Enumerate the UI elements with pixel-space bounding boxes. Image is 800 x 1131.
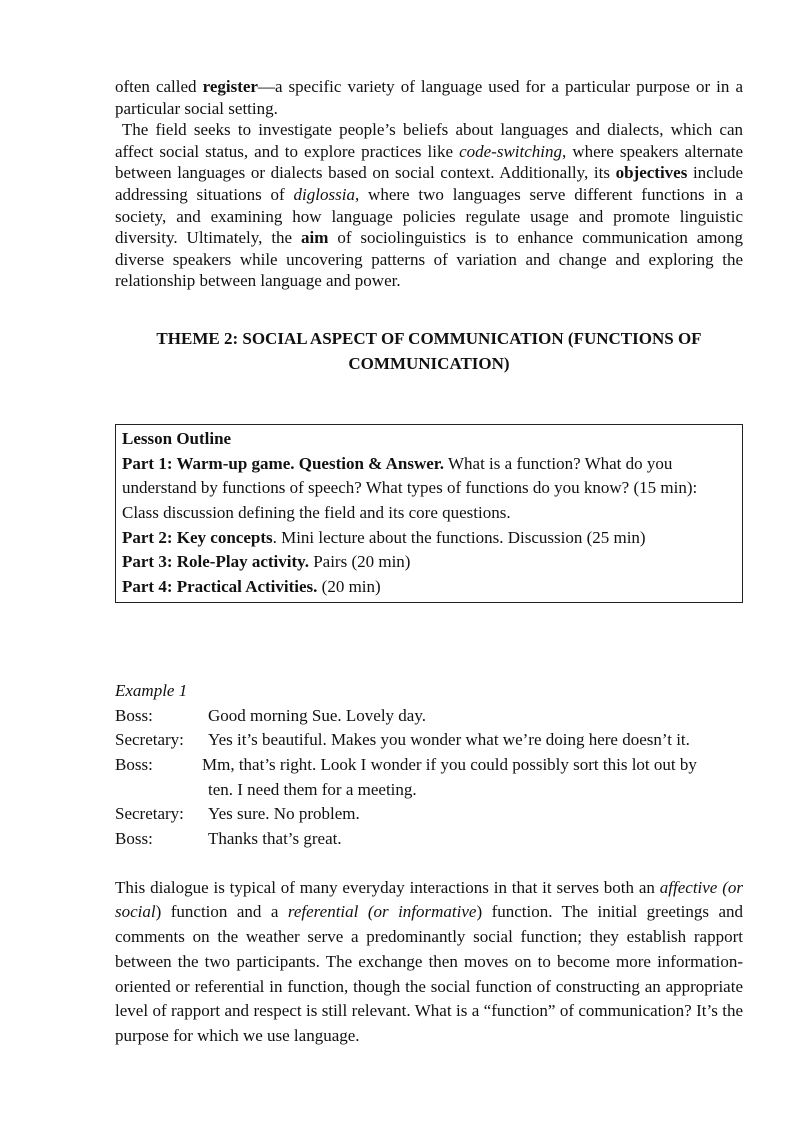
dialogue-speaker: Secretary: <box>115 804 184 824</box>
dialogue-speaker-spacer <box>115 778 208 803</box>
dialogue-line <box>115 827 743 852</box>
outline-part-2 <box>122 526 736 551</box>
dialogue-speaker: Boss: <box>115 754 153 774</box>
text-run: This dialogue is typical of many everyday interactions in that it serves both an <box>115 877 660 897</box>
dialogue-line-continued <box>115 778 743 803</box>
term-affective: affective (or social <box>115 877 743 922</box>
outline-part-4-text: (20 min) <box>317 577 381 597</box>
dialogue-speaker: Boss: <box>115 829 153 849</box>
outline-part-1-text: What is a function? What do you understand by functions of speech? What types of functions do you know? (15 min): Class discussion defining the field and its core questions. <box>122 453 698 523</box>
document-page <box>115 76 743 1066</box>
dialogue-speech: Good morning Sue. Lovely day. <box>208 705 426 725</box>
text-run: , where speakers alternate between languages or dialects based on social context. Additionally, its <box>115 141 744 183</box>
dialogue <box>115 704 743 852</box>
text-run: include addressing situations of <box>115 163 743 204</box>
dialogue-speech: Yes it’s beautiful. Makes you wonder what we’re doing here doesn’t it. <box>208 730 690 750</box>
outline-part-3 <box>122 550 736 575</box>
analysis-paragraph <box>115 876 743 1049</box>
outline-part-1 <box>122 452 736 526</box>
dialogue-speaker: Boss: <box>115 705 153 725</box>
intro-paragraph-1 <box>115 76 743 119</box>
lesson-outline-box <box>115 424 743 603</box>
dialogue-speech: Yes sure. No problem. <box>208 804 360 824</box>
dialogue-line <box>115 704 743 729</box>
example-label: Example 1 <box>115 680 188 700</box>
dialogue-line <box>115 802 743 827</box>
outline-part-4-label: Part 4: Practical Activities. <box>122 577 318 597</box>
theme-heading-line-1: THEME 2: SOCIAL ASPECT OF COMMUNICATION (FUNCTIONS OF <box>156 328 702 348</box>
dialogue-speech: ten. I need them for a meeting. <box>208 779 417 799</box>
text-run: often called <box>115 77 203 96</box>
text-run: of sociolinguistics is to enhance communication among diverse speakers while uncovering patterns of variation and change and exploring the relationship between language and power. <box>115 228 744 291</box>
term-aim: aim <box>301 228 329 248</box>
term-objectives: objectives <box>615 163 688 183</box>
text-run: The field seeks to investigate people’s beliefs about languages and dialects, which can affect social status, and to explore practices like <box>115 120 743 161</box>
outline-part-2-text: . Mini lecture about the functions. Discussion (25 min) <box>272 527 646 547</box>
outline-part-2-label: Part 2: Key concepts <box>122 527 273 547</box>
lesson-outline-title: Lesson Outline <box>122 428 232 448</box>
theme-heading <box>115 326 743 376</box>
term-register: register <box>202 77 258 96</box>
text-run: ) function. The initial greetings and comments on the weather serve a predominantly social function; they establish rapport between the two participants. The exchange then moves on to become more information-oriented or referential in function, though the social function of constructing an appropriate level of rapport and respect is still relevant. What is a “function” of communication? It’s the purpose for which we use language. <box>115 902 743 1045</box>
dialogue-speech: Mm, that’s right. Look I wonder if you could possibly sort this lot out by <box>202 754 697 774</box>
outline-part-3-label: Part 3: Role-Play activity. <box>122 552 309 572</box>
intro-paragraph-2 <box>115 119 743 292</box>
dialogue-speech: Thanks that’s great. <box>208 829 342 849</box>
outline-part-4 <box>122 575 736 600</box>
dialogue-line <box>115 753 743 778</box>
text-run: ) function and a <box>155 902 288 922</box>
term-code-switching: code-switching <box>459 141 563 161</box>
term-referential: referential (or informative <box>287 902 477 922</box>
outline-part-1-label: Part 1: Warm-up game. Question & Answer. <box>122 453 445 473</box>
term-diglossia: diglossia <box>293 184 355 204</box>
dialogue-speaker: Secretary: <box>115 730 184 750</box>
dialogue-line <box>115 728 743 753</box>
theme-heading-line-2: COMMUNICATION) <box>348 353 510 373</box>
text-run: —a specific variety of language used for a particular purpose or in a particular social setting. <box>115 77 743 118</box>
text-run: , where two languages serve different functions in a society, and examining how language policies regulate usage and promote linguistic diversity. Ultimately, the <box>115 184 743 248</box>
outline-part-3-text: Pairs (20 min) <box>308 552 411 572</box>
